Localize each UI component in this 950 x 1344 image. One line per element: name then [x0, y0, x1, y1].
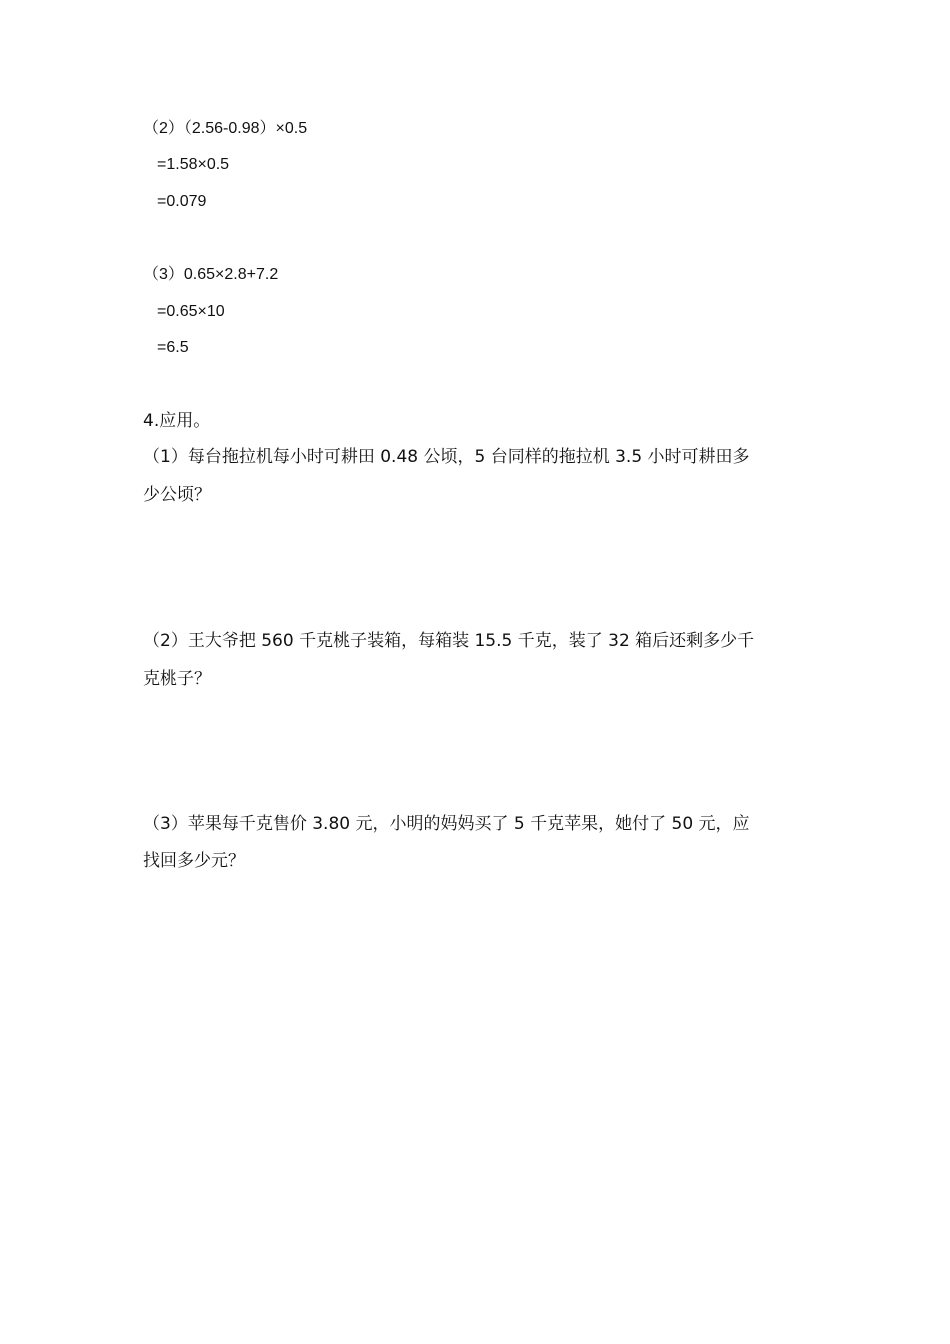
- calc-problem-2-step-2: =0.079: [157, 193, 207, 210]
- calc-problem-2-step-1: =1.58×0.5: [157, 156, 230, 173]
- application-problem-1-line-2: 少公顷？: [143, 485, 211, 505]
- section-4-heading: 4.应用。: [143, 411, 211, 431]
- application-problem-1-line-1: （1）每台拖拉机每小时可耕田 0.48 公顷，5 台同样的拖拉机 3.5 小时可耕田多: [143, 447, 750, 467]
- application-problem-2-line-1: （2）王大爷把 560 千克桃子装箱，每箱装 15.5 千克，装了 32 箱后还剩多少千: [143, 631, 755, 651]
- calc-problem-2-expression: （2）（2.56-0.98）×0.5: [143, 120, 308, 137]
- calc-problem-3-step-2: =6.5: [157, 339, 189, 356]
- application-problem-3-line-1: （3）苹果每千克售价 3.80 元，小明的妈妈买了 5 千克苹果，她付了 50 元，应: [143, 814, 750, 834]
- application-problem-3-line-2: 找回多少元？: [143, 851, 245, 871]
- calc-problem-3-step-1: =0.65×10: [157, 303, 225, 320]
- application-problem-2-line-2: 克桃子？: [143, 669, 211, 689]
- calc-problem-3-expression: （3）0.65×2.8+7.2: [143, 266, 279, 283]
